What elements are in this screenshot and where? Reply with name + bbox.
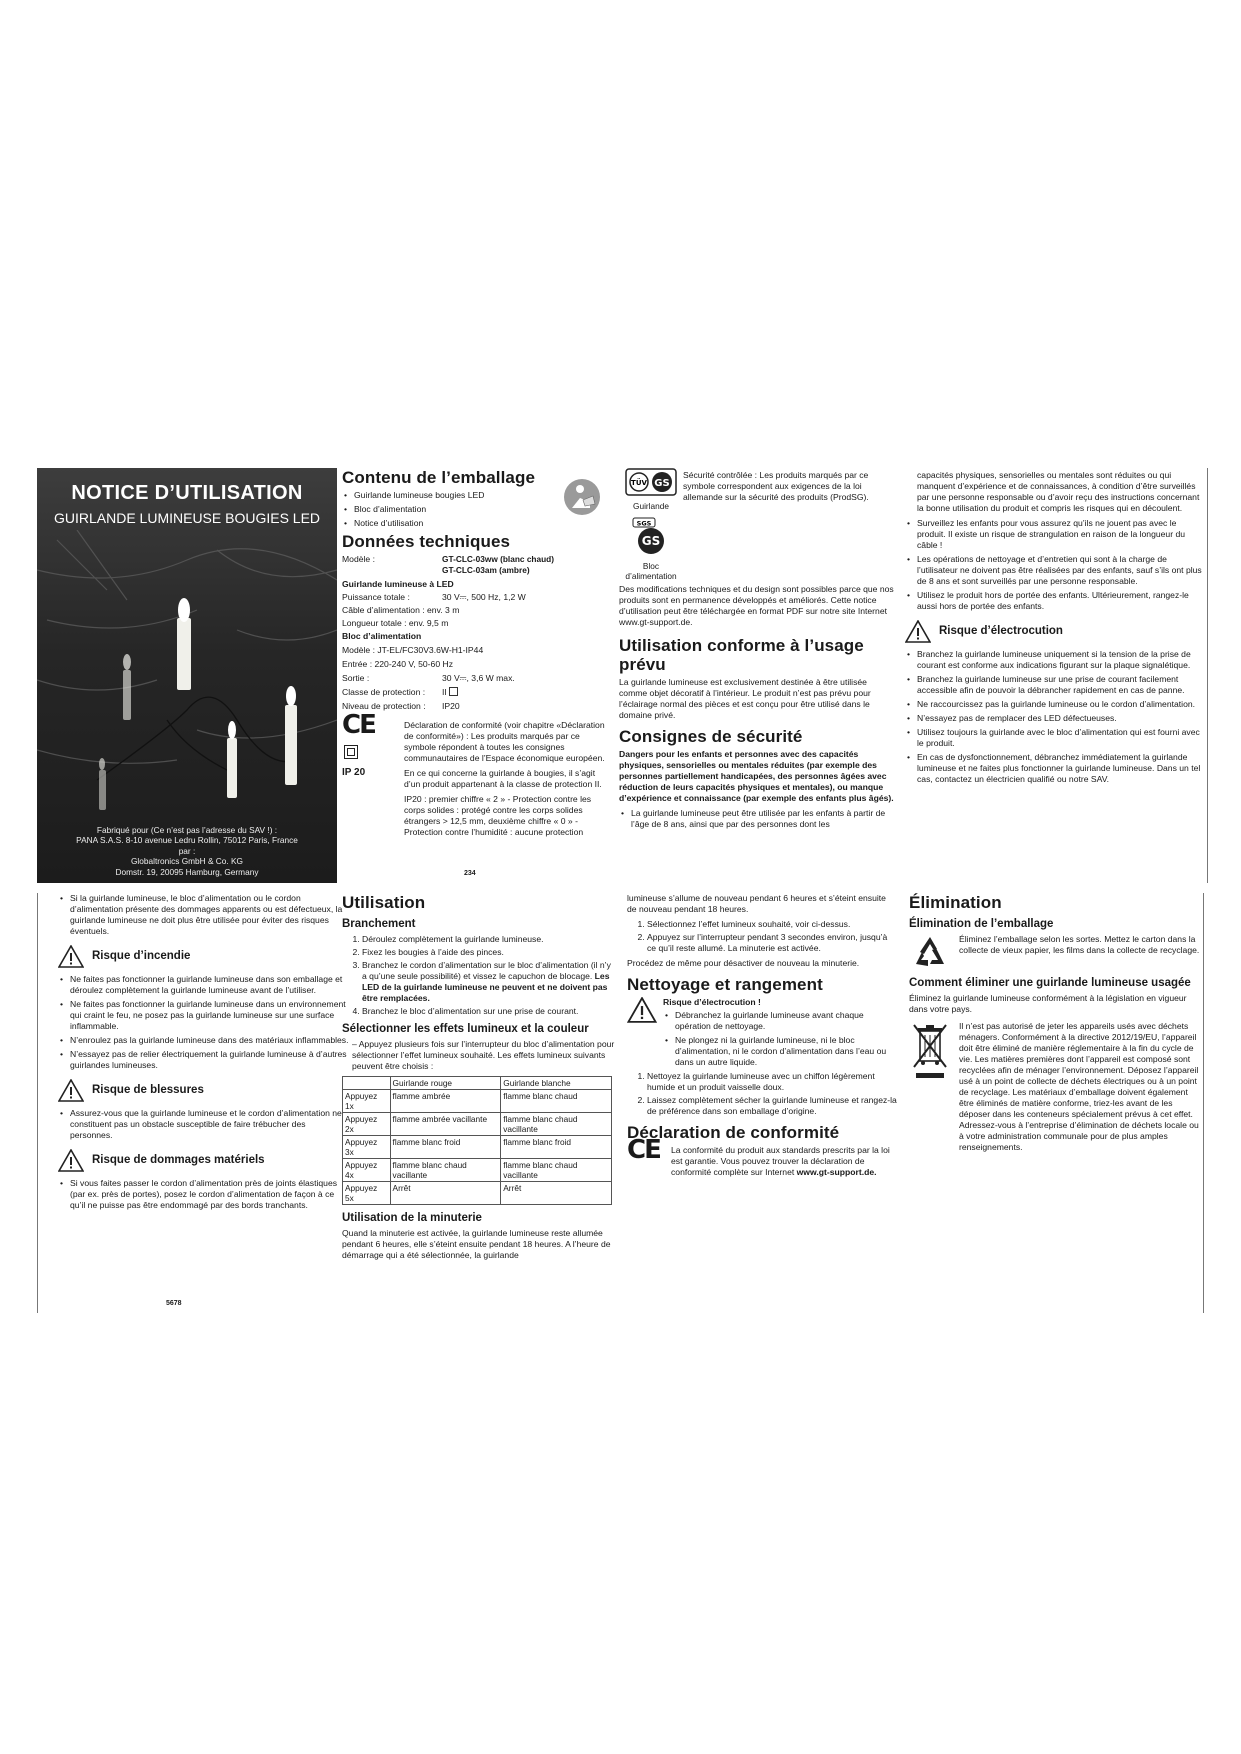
list-item: • Assurez-vous que la guirlande lumineuse et le cordon d’alimentation ne constituent pas un obstacle susceptible de faire trébucher des personnes. xyxy=(58,1108,350,1141)
sgs-gs-mark-icon xyxy=(631,516,671,556)
page-number: 5678 xyxy=(166,1300,182,1307)
cover-panel xyxy=(37,468,337,883)
manufacturer-info: Fabriqué pour (Ce n’est pas l’adresse du SAV !) : PANA S.A.S. 8-10 avenue Ledru Rollin, 75012 Paris, France par : Globaltronics GmbH & Co. KG Domstr. 19, 20095 Hamburg, Germany xyxy=(76,824,298,877)
list-item: • N’essayez pas de remplacer des LED défectueuses. xyxy=(905,713,1203,724)
section-title-consignes: Consignes de sécurité xyxy=(619,727,803,746)
list-item: • Débranchez la guirlande lumineuse avant chaque opération de nettoyage. xyxy=(663,1010,897,1032)
warning-incendie: Risque d’incendie xyxy=(58,945,350,968)
list-item: • Si la guirlande lumineuse, le bloc d’alimentation ou le cordon d’alimentation présente des dommages apparents ou est défectueux, la guirlande lumineuse ne doit plus être utilisée pour éviter des risques éventuels. xyxy=(58,893,350,937)
list-item: • Utilisez le produit hors de portée des enfants. Ultérieurement, rangez-le aussi hors de portée des enfants. xyxy=(905,590,1203,612)
list-item: 4. Branchez le bloc d’alimentation sur une prise de courant. xyxy=(362,1006,617,1017)
warning-electrocution: Risque d’électrocution xyxy=(905,620,1203,643)
page-number: 234 xyxy=(464,870,476,877)
table-row: Appuyez 3x flamme blanc froid flamme blanc froid xyxy=(343,1136,612,1159)
list-item: • N’essayez pas de relier électriquement la guirlande lumineuse à d’autres guirlandes lumineuses. xyxy=(58,1049,350,1071)
table-row: Appuyez 1x flamme ambrée flamme blanc chaud xyxy=(343,1090,612,1113)
section-title-nettoyage: Nettoyage et rangement xyxy=(627,975,823,994)
list-item: 2. Fixez les bougies à l’aide des pinces. xyxy=(362,947,617,958)
list-item: • Branchez la guirlande lumineuse uniquement si la tension de la prise de courant est conforme aux indications figurant sur la plaque signalétique. xyxy=(905,649,1203,671)
svg-text:GS: GS xyxy=(654,478,670,489)
spec-rows-bloc: Modèle : JT-EL/FC30V3.6W-H1-IP44 Entrée : 220-240 V, 50-60 Hz Sortie : 30 V⎓, 3,6 W max. Classe de protection : II Niveau de protection : IP20 xyxy=(342,645,515,711)
candle-lights-illustration xyxy=(37,530,337,830)
list-item: 1. Déroulez complètement la guirlande lumineuse. xyxy=(362,934,617,945)
ce-mark-icon: CE xyxy=(627,1135,660,1165)
bottom-sheet xyxy=(37,893,1205,1313)
warning-triangle-icon xyxy=(58,1079,84,1102)
column-securite-usage: TÜV GS Guirlande SGS GS Bloc d’alimentation Sécurité contrôlée : Les produits marqués par ce symbole correspondent aux exigences de la loi allemande sur la sécurité des produits (ProdSG). Des modifications techniques et du design sont possibles parce que nos produits sont en permanence développés et améliorés. Cette notice d’utilisation peut être téléchargée en format PDF sur notre site Internet www.gt-support.de. Utilisation conforme à l’usage prévu La guirlande lumineuse est exclusivement destinée à être utilisée comme objet décoratif à l’intérieur. Le produit n’est pas prévu pour l’éclairage normal des pièces et est conçu pour être utilisé dans le domaine privé. Consignes de sécurité Dangers pour les enfants et personnes avec des capacités physiques, sensorielles ou mentales réduites (par exemple des personnes partiellement handicapées, des personnes âgées avec réduction de leurs capacités physiques et mentales), ou manque d’expérience et connaissance (par exemple des enfants plus âgés). • La guirlande lumineuse peut être utilisée par les enfants à partir de l’âge de 8 ans, ainsi que par des personnes dont les xyxy=(619,468,894,883)
list-item: • Ne plongez ni la guirlande lumineuse, ni le bloc d’alimentation, ni le cordon d’alimentation dans l’eau ou dans un autre liquide. xyxy=(663,1035,897,1068)
spec-rows-guirlande: Puissance totale : 30 V⎓, 500 Hz, 1,2 W Câble d’alimentation : env. 3 m Longueur totale : env. 9,5 m xyxy=(342,592,526,628)
list-item: 2. Appuyez sur l’interrupteur pendant 3 secondes environ, jusqu’à ce qu’il reste allumé. La minuterie est activée. xyxy=(647,932,897,954)
list-item: • Ne faites pas fonctionner la guirlande lumineuse dans son emballage et déroulez complètement la guirlande lumineuse avant de l’utiliser. xyxy=(58,974,350,996)
list-item: • Surveillez les enfants pour vous assurez qu’ils ne jouent pas avec le produit. Il existe un risque de strangulation en raison de la longueur du câble ! xyxy=(905,518,1203,551)
svg-text:TÜV: TÜV xyxy=(631,479,647,487)
svg-text:GS: GS xyxy=(641,534,661,548)
column-contenu-donnees: Contenu de l’emballage • Guirlande lumineuse bougies LED • Bloc d’alimentation • Notice d’utilisation Données techniques Modèle : GT-CLC-03ww (blanc chaud) GT-CLC-03am (ambre) Guirlande lumineuse à LED Puissance totale : 30 V⎓, 500 Hz, 1,2 W Câble d’alimentation : env. 3 m Longueur totale : env. 9,5 m Bloc d’alimentation Modèle : JT-EL/FC30V3.6W-H1-IP44 Entrée : 220-240 V, 50-60 Hz Sortie : 30 V⎓, 3,6 W max. Classe de protection : II Niveau de protection : IP20 CE IP 20 Déclaration de conformité (voir chapitre «Déclaration de conformité») : Les produits marqués par ce symbole répondent à toutes les consignes communautaires de l’Espace économique européen. En ce qui concerne la guirlande à bougies, il s’agit d’un produit appartenant à la classe de protection II. IP20 : premier chiffre « 2 » - Protection contre les corps solides : protégé contre les corps solides étrangers > 12,5 mm, deuxième chiffre « 0 » - Protection contre l’humidité : aucune protection 234 xyxy=(342,468,607,883)
list-item: • Utilisez toujours la guirlande avec le bloc d’alimentation qui est fourni avec le produit. xyxy=(905,727,1203,749)
list-item: • Branchez la guirlande lumineuse sur une prise de courant facilement accessible afin de pouvoir la débrancher rapidement en cas de panne. xyxy=(905,674,1203,696)
list-item: • Notice d’utilisation xyxy=(342,518,607,529)
warning-triangle-icon xyxy=(58,945,84,968)
tuv-gs-mark-icon xyxy=(625,468,677,496)
table-row: Appuyez 5x Arrêt Arrêt xyxy=(343,1182,612,1205)
read-manual-icon xyxy=(563,478,601,516)
column-safety-continued: capacités physiques, sensorielles ou mentales sont réduites ou qui manquent d’expérience et de connaissances, à condition d’être surveillés par une personne responsable ou d’avoir reçu des instructions concernant la bonne utilisation du produit et compris les risques qui en découlent. • Surveillez les enfants pour vous assurez qu’ils ne jouent pas avec le produit. Il existe un risque de strangulation en raison de la longueur du câble ! • Les opérations de nettoyage et d’entretien qui sont à la charge de l’utilisateur ne doivent pas être réalisées par des enfants, sauf s’ils ont plus de 8 ans et sont surveillés par une personne responsable. • Utilisez le produit hors de portée des enfants. Ultérieurement, rangez-le aussi hors de portée des enfants. Risque d’électrocution • Branchez la guirlande lumineuse uniquement si la tension de la prise de courant est conforme aux indications figurant sur la plaque signalétique. • Branchez la guirlande lumineuse sur une prise de courant facilement accessible afin de pouvoir la débrancher rapidement en cas de panne. • Ne raccourcissez pas la guirlande lumineuse ou le cordon d’alimentation. • N’essayez pas de remplacer des LED défectueuses. • Utilisez toujours la guirlande avec le bloc d’alimentation qui est fourni avec le produit. • En cas de dysfonctionnement, débranchez immédiatement la guirlande lumineuse et ne faites plus fonctionner la guirlande lumineuse. Dans un tel cas, contactez un électricien qualifié ou notre SAV. xyxy=(905,468,1208,883)
ip-label: IP 20 xyxy=(342,767,366,778)
support-link[interactable]: www.gt-support.de. xyxy=(796,1167,877,1177)
warning-blessures: Risque de blessures xyxy=(58,1079,350,1102)
list-item: 2. Laissez complètement sécher la guirlande lumineuse et rangez-la de préférence dans son emballage d’origine. xyxy=(647,1095,897,1117)
svg-text:SGS: SGS xyxy=(636,519,652,528)
top-sheet xyxy=(37,468,1205,883)
cover-subtitle: GUIRLANDE LUMINEUSE BOUGIES LED xyxy=(53,510,321,526)
warning-dommages-materiels: Risque de dommages matériels xyxy=(58,1149,350,1172)
recycle-icon xyxy=(909,934,951,970)
list-item: • Les opérations de nettoyage et d’entretien qui sont à la charge de l’utilisateur ne doivent pas être réalisées par des enfants, sauf s’ils ont plus de 8 ans et sont surveillés par une personne responsable. xyxy=(905,554,1203,587)
cover-title: NOTICE D’UTILISATION xyxy=(71,482,303,504)
section-title-contenu: Contenu de l’emballage xyxy=(342,468,536,487)
column-nettoyage-declaration: lumineuse s’allume de nouveau pendant 6 heures et s’éteint ensuite de nouveau pendant 18 heures. 1. Sélectionnez l’effet lumineux souhaité, voir ci-dessus. 2. Appuyez sur l’interrupteur pendant 3 secondes environ, jusqu’à ce qu’il reste allumé. La minuterie est activée. Procédez de même pour désactiver de nouveau la minuterie. Nettoyage et rangement Risque d’électrocution ! • Débranchez la guirlande lumineuse avant chaque opération de nettoyage. • Ne plongez ni la guirlande lumineuse, ni le bloc d’alimentation, ni le cordon d’alimentation dans l’eau ou dans un autre liquide. 1. Nettoyez la guirlande lumineuse avec un chiffon légèrement humide et un produit vaisselle doux. 2. Laissez complètement sécher la guirlande lumineuse et rangez-la de préférence dans son emballage d’origine. Déclaration de conformité CE La conformité du produit aux standards prescrits par la loi est garantie. Vous pouvez trouver la déclaration de conformité complète sur Internet www.gt-support.de. xyxy=(627,893,897,1313)
class-ii-icon xyxy=(449,687,458,696)
list-item: 1. Nettoyez la guirlande lumineuse avec un chiffon légèrement humide et un produit vaisselle doux. xyxy=(647,1071,897,1093)
table-row: Appuyez 2x flamme ambrée vacillante flamme blanc chaud vacillante xyxy=(343,1113,612,1136)
list-item: • Si vous faites passer le cordon d’alimentation près de joints élastiques (par ex. près de portes), posez le cordon d’alimentation de façon à ce qu’il ne puisse pas être endommagé par des bords tranchants. xyxy=(58,1178,350,1211)
section-title-usage: Utilisation conforme à l’usage prévu xyxy=(619,636,864,674)
section-title-utilisation: Utilisation xyxy=(342,893,426,912)
light-effects-table xyxy=(342,1076,612,1205)
ce-mark-icon: CE xyxy=(342,710,375,740)
list-item: • N’enroulez pas la guirlande lumineuse dans des matériaux inflammables. xyxy=(58,1035,350,1046)
warning-triangle-icon xyxy=(905,620,931,643)
class-ii-double-square-icon xyxy=(344,745,358,759)
list-item: • Ne faites pas fonctionner la guirlande lumineuse dans un environnement qui craint le feu, ne posez pas la guirlande lumineuse sur une surface inflammable. xyxy=(58,999,350,1032)
column-utilisation: Utilisation Branchement 1. Déroulez complètement la guirlande lumineuse. 2. Fixez les bougies à l’aide des pinces. 3. Branchez le cordon d’alimentation sur le bloc d’alimentation (il n’y a qu’une seule possibilité) et vissez le capuchon de blocage. Les LED de la guirlande lumineuse ne peuvent et ne doivent pas être remplacées. 4. Branchez le bloc d’alimentation sur une prise de courant. Sélectionner les effets lumineux et la couleur – Appuyez plusieurs fois sur l’interrupteur du bloc d’alimentation pour sélectionner l’effet lumineux souhaité. Les effets lumineux suivants peuvent être choisis : Guirlande rouge Guirlande blanche Appuyez 1x flamme ambrée flamme blanc chaud Appuyez 2x flamme ambrée vacillante flamme blanc chaud vacillante Appuyez 3x flamme blanc froid flamme blanc froid Appuyez 4x flamme blanc chaud vacillante flamme blanc chaud vacillante Appuyez 5x Arrêt Arrêt Utilisation de la minuterie Quand la minuterie est activée, la guirlande lumineuse reste allumée pendant 6 heures, elle s’éteint ensuite pendant 18 heures. A l’heure de démarrage qui a été sélectionnée, la guirlande xyxy=(342,893,617,1313)
crossed-bin-weee-icon xyxy=(909,1021,951,1083)
list-item: • En cas de dysfonctionnement, débranchez immédiatement la guirlande lumineuse et ne faites plus fonctionner la guirlande lumineuse. Dans un tel cas, contactez un électricien qualifié ou notre SAV. xyxy=(905,752,1203,785)
list-item: • Guirlande lumineuse bougies LED xyxy=(342,490,607,501)
column-risques xyxy=(37,893,350,1313)
list-item: 1. Sélectionnez l’effet lumineux souhaité, voir ci-dessus. xyxy=(647,919,897,930)
section-title-donnees: Données techniques xyxy=(342,532,511,551)
list-item: • La guirlande lumineuse peut être utilisée par les enfants à partir de l’âge de 8 ans, ainsi que par des personnes dont les xyxy=(619,808,894,830)
list-item: • Bloc d’alimentation xyxy=(342,504,607,515)
table-row: Appuyez 4x flamme blanc chaud vacillante flamme blanc chaud vacillante xyxy=(343,1159,612,1182)
warning-triangle-icon xyxy=(58,1149,84,1172)
table-row: Guirlande rouge Guirlande blanche xyxy=(343,1077,612,1090)
list-item: 3. Branchez le cordon d’alimentation sur le bloc d’alimentation (il n’y a qu’une seule possibilité) et vissez le capuchon de blocage. Les LED de la guirlande lumineuse ne peuvent et ne doivent pas être remplacées. xyxy=(362,960,617,1004)
column-elimination: Élimination Élimination de l’emballage Éliminez l’emballage selon les sortes. Mettez le carton dans la collecte de vieux papier, les films dans la collecte de recyclage. Comment éliminer une guirlande lumineuse usagée Éliminez la guirlande lumineuse conformément à la législation en vigueur dans votre pays. Il n’est pas autorisé de jeter les appareils usés avec déchets ménagers. Conformément à la directive 2012/19/EU, l’appareil doit être éliminé de manière réglementaire à la fin du cycle de vie. Les matières premières dont l’appareil est composé sont recyclées afin de ménager l’environnement. Déposez l’appareil usé à un point de collecte de déchets électriques ou à un point de recyclage. Les matériaux d’emballage doivent également être éliminés de matière conforme, triez-les avant de les déposer dans les conteneurs spécialement prévus à cet effet. Adressez-vous à l’entreprise d’élimination de déchets locale ou à votre administration communale pour de plus amples renseignements. xyxy=(909,893,1204,1313)
list-item: • Ne raccourcissez pas la guirlande lumineuse ou le cordon d’alimentation. xyxy=(905,699,1203,710)
section-title-elimination: Élimination xyxy=(909,893,1002,912)
section-title-declaration: Déclaration de conformité xyxy=(627,1123,840,1142)
warning-triangle-icon xyxy=(627,997,657,1023)
